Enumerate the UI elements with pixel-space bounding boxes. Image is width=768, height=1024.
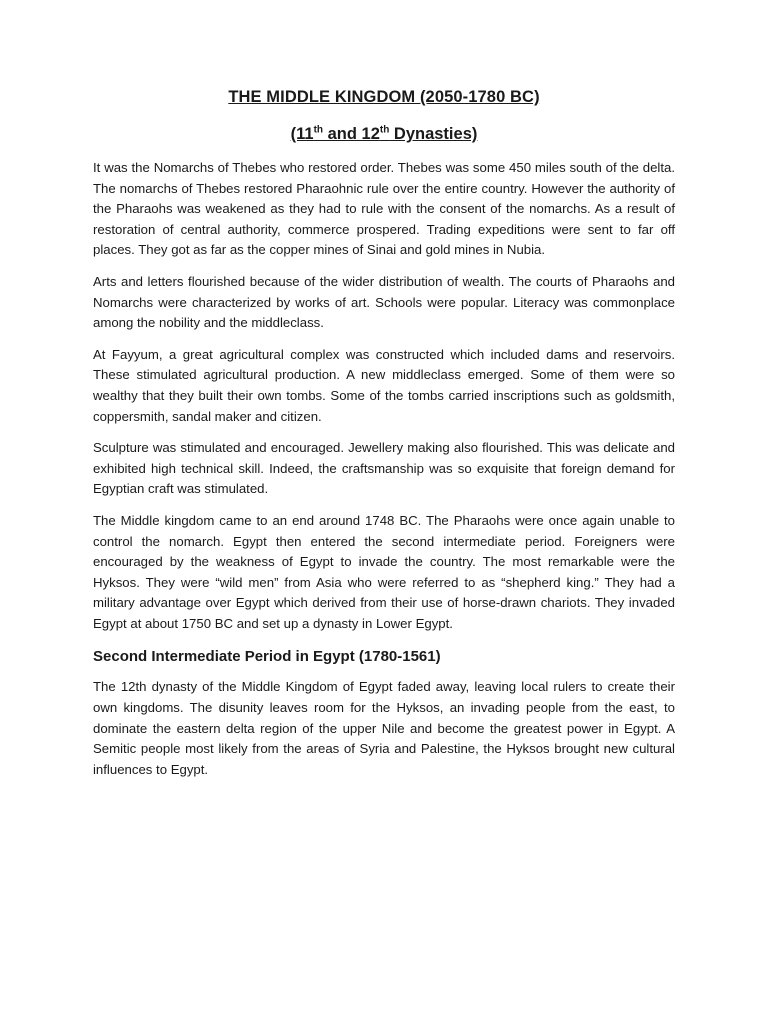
paragraph-arts-letters: Arts and letters flourished because of the wider distribution of wealth. The courts of Pharaohs and Nomarchs were characterized by works of art. Schools were popular. Literacy was commonplace among the nobility and the middleclass. <box>93 273 675 331</box>
section-heading: Second Intermediate Period in Egypt (1780-1561) <box>93 648 441 666</box>
subtitle-part-1: (11 <box>290 125 314 143</box>
subtitle-part-2: and 12 <box>323 125 380 143</box>
page-title: THE MIDDLE KINGDOM (2050-1780 BC) <box>228 88 540 106</box>
paragraph-fayyum: At Fayyum, a great agricultural complex was constructed which included dams and reservoirs. These stimulated agricultural production. A new middleclass emerged. Some of them were so wealthy that they built their own tombs. Some of the tombs carried inscriptions such as goldsmith, coppersmith, sandal maker and citizen. <box>93 346 675 424</box>
document-page <box>93 88 675 791</box>
paragraph-end-of-kingdom: The Middle kingdom came to an end around 1748 BC. The Pharaohs were once again unable to control the nomarch. Egypt then entered the second intermediate period. Foreigners were encouraged by the weakness of Egypt to invade the country. The most remarkable were the Hyksos. They were “wild men” from Asia who were referred to as “shepherd king.” They had a military advantage over Egypt which derived from their use of horse-drawn chariots. They invaded Egypt at about 1750 BC and set up a dynasty in Lower Egypt. <box>93 512 675 631</box>
subtitle-part-3: Dynasties) <box>389 125 478 143</box>
paragraph-restoration: It was the Nomarchs of Thebes who restored order. Thebes was some 450 miles south of the delta. The nomarchs of Thebes restored Pharaohnic rule over the entire country. However the authority of the Pharaohs was weakened as they had to rule with the consent of the nomarchs. As a result of restoration of central authority, commerce prospered. Trading expeditions were sent to far off places. They got as far as the copper mines of Sinai and gold mines in Nubia. <box>93 160 675 258</box>
subtitle-superscript-1: th <box>313 124 324 136</box>
subtitle-superscript-2: th <box>379 124 390 136</box>
paragraph-sculpture: Sculpture was stimulated and encouraged. Jewellery making also flourished. This was delicate and exhibited high technical skill. Indeed, the craftsmanship was so exquisite that foreign demand for Egyptian craft was stimulated. <box>93 440 675 497</box>
paragraph-second-intermediate: The 12th dynasty of the Middle Kingdom of Egypt faded away, leaving local rulers to create their own kingdoms. The disunity leaves room for the Hyksos, an invading people from the east, to dominate the eastern delta region of the upper Nile and become the greatest power in Egypt. A Semitic people most likely from the areas of Syria and Palestine, the Hyksos brought new cultural influences to Egypt. <box>93 679 675 777</box>
page-subtitle <box>93 125 675 144</box>
